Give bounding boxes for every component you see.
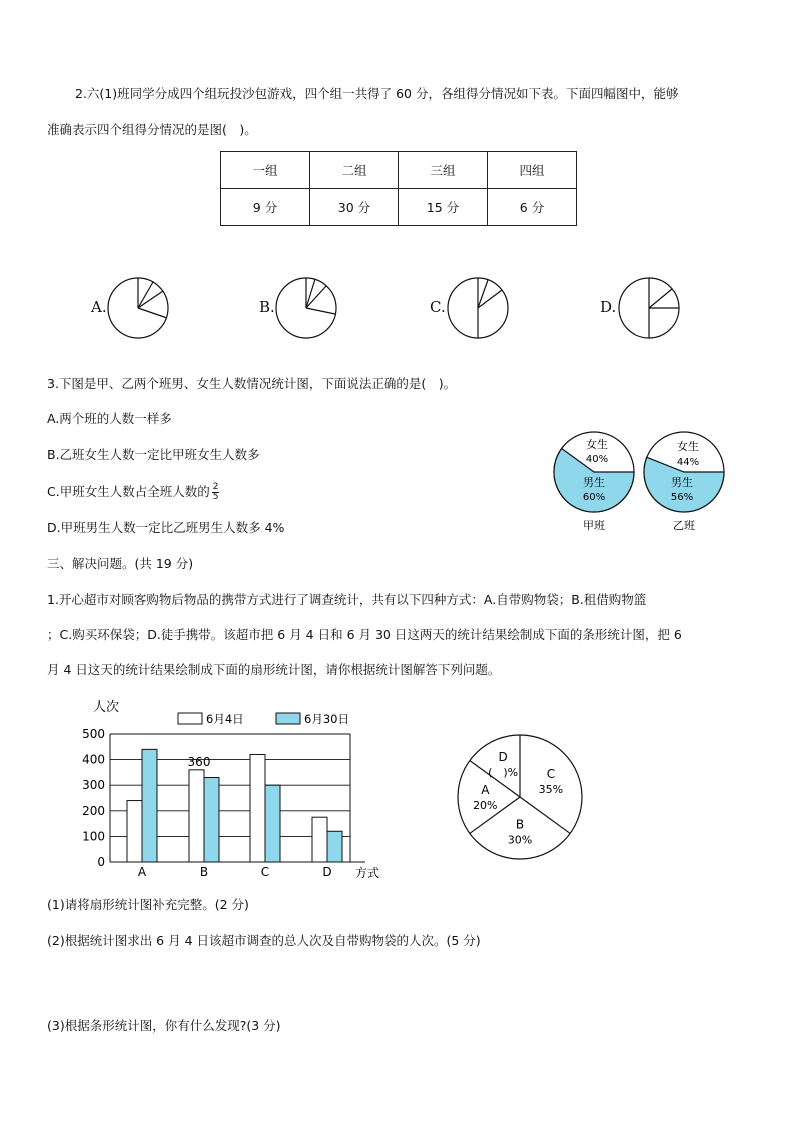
y-tick-label: 100	[82, 829, 105, 844]
x-tick-label: B	[199, 865, 209, 879]
table-header-group1: 一组	[221, 152, 310, 189]
pie-slice-label-b: B	[515, 817, 525, 832]
bar-data-label: 360	[187, 754, 211, 769]
y-tick-label: 500	[82, 727, 105, 741]
q3-option-d: D.甲班男生人数一定比乙班男生人数多 4%	[47, 520, 285, 535]
table-cell-group3: 15 分	[399, 189, 488, 226]
pie-slice-pct-c: 35%	[538, 783, 564, 797]
option-d-label: D.	[600, 298, 617, 316]
pie-slice-pct-b: 30%	[507, 833, 533, 847]
table-cell-group4: 6 分	[488, 189, 577, 226]
legend-label-jun4: 6月4日	[206, 712, 244, 726]
s3-p1-line1: 1.开心超市对顾客购物后物品的携带方式进行了调查统计，共有以下四种方式：A.自带购物袋；B.租借购物篮	[47, 592, 647, 607]
pie-label-female-jia: 女生	[586, 438, 608, 451]
s3-sub2: (2)根据统计图求出 6 月 4 日该超市调查的总人次及自带购物袋的人次。(5 分)	[47, 933, 481, 948]
pie-slice-pct-a: 20%	[473, 799, 498, 812]
bar-legend	[178, 712, 349, 726]
method-pie-chart	[455, 732, 585, 862]
q3-option-b: B.乙班女生人数一定比甲班女生人数多	[47, 447, 260, 462]
bar-c-series2	[265, 785, 280, 862]
class-pies	[552, 430, 732, 536]
s3-p1-line2: ；C.购买环保袋；D.徒手携带。该超市把 6 月 4 日和 6 月 30 日这两天的统计结果绘制成下面的条形统计图，把 6	[47, 627, 682, 642]
pie-slice-label-c: C	[546, 767, 556, 782]
bar-a-series2	[142, 749, 157, 862]
pie-label-male-jia: 男生	[583, 476, 605, 489]
option-d-pie	[617, 276, 681, 340]
q2-stem-line2: 准确表示四个组得分情况的是图( )。	[47, 122, 257, 137]
pie-label-female-yi: 女生	[677, 440, 699, 453]
pie-label-male-yi: 男生	[671, 476, 693, 489]
pie-name-jia: 甲班	[583, 519, 605, 532]
pie-pct-female-jia: 40%	[585, 454, 609, 465]
bar-chart-xlabel: 方式	[355, 866, 380, 880]
q3-stem: 3.下图是甲、乙两个班男、女生人数情况统计图，下面说法正确的是( )。	[47, 376, 457, 391]
legend-swatch-jun30	[276, 713, 300, 724]
fraction-numerator: 2	[212, 482, 219, 492]
q3-option-c-text: C.甲班女生人数占全班人数的	[47, 484, 210, 499]
fraction	[212, 483, 220, 502]
option-a-pie	[106, 276, 170, 340]
q2-stem-line1: 2.六(1)班同学分成四个组玩投沙包游戏，四个组一共得了 60 分，各组得分情况如下表。下面四幅图中，能够	[75, 86, 679, 101]
s3-sub3: (3)根据条形统计图，你有什么发现?(3 分)	[47, 1018, 281, 1033]
table-header-group2: 二组	[310, 152, 399, 189]
class-jia-pie	[554, 432, 634, 532]
x-tick-label: D	[322, 865, 332, 879]
option-b-pie	[274, 276, 338, 340]
pie-pct-male-jia: 60%	[582, 492, 606, 503]
bar-d-series1	[312, 817, 327, 862]
s3-p1-line3: 月 4 日这天的统计结果绘制成下面的扇形统计图，请你根据统计图解答下列问题。	[47, 662, 501, 677]
table-header-group4: 四组	[488, 152, 577, 189]
bar-chart	[60, 696, 400, 886]
pie-name-yi: 乙班	[673, 519, 695, 532]
bar-b-series2	[204, 778, 219, 862]
option-c-label: C.	[430, 298, 446, 316]
q2-score-table	[220, 151, 577, 226]
table-header-group3: 三组	[399, 152, 488, 189]
bar-c-series1	[250, 754, 265, 862]
table-cell-group2: 30 分	[310, 189, 399, 226]
x-tick-label: A	[137, 865, 147, 879]
bar-d-series2	[327, 831, 342, 862]
bar-b-series1	[189, 770, 204, 862]
s3-sub1: (1)请将扇形统计图补充完整。(2 分)	[47, 897, 249, 912]
table-cell-group1: 9 分	[221, 189, 310, 226]
bar-chart-ylabel: 人次	[93, 700, 120, 715]
fraction-denominator: 5	[212, 492, 219, 502]
y-tick-label: 400	[82, 752, 105, 767]
pie-slice-label-d: D	[498, 749, 508, 764]
pie-pct-male-yi: 56%	[670, 492, 694, 503]
x-tick-label: C	[260, 865, 270, 879]
y-tick-label: 300	[82, 778, 105, 793]
bar-a-series1	[127, 801, 142, 862]
q3-option-a: A.两个班的人数一样多	[47, 411, 172, 426]
class-yi-pie	[644, 432, 724, 532]
section3-title: 三、解决问题。(共 19 分)	[47, 556, 194, 571]
pie-pct-female-yi: 44%	[676, 457, 700, 468]
pie-slice-pct-d: ( )%	[488, 765, 519, 779]
legend-swatch-jun4	[178, 713, 202, 724]
legend-label-jun30: 6月30日	[304, 712, 349, 726]
y-tick-label: 0	[97, 855, 105, 869]
q3-option-c	[47, 483, 219, 502]
option-a-label: A.	[91, 298, 107, 316]
pie-slice-label-a: A	[481, 783, 490, 797]
option-b-label: B.	[259, 298, 275, 316]
y-tick-label: 200	[82, 803, 105, 818]
option-c-pie	[446, 276, 510, 340]
